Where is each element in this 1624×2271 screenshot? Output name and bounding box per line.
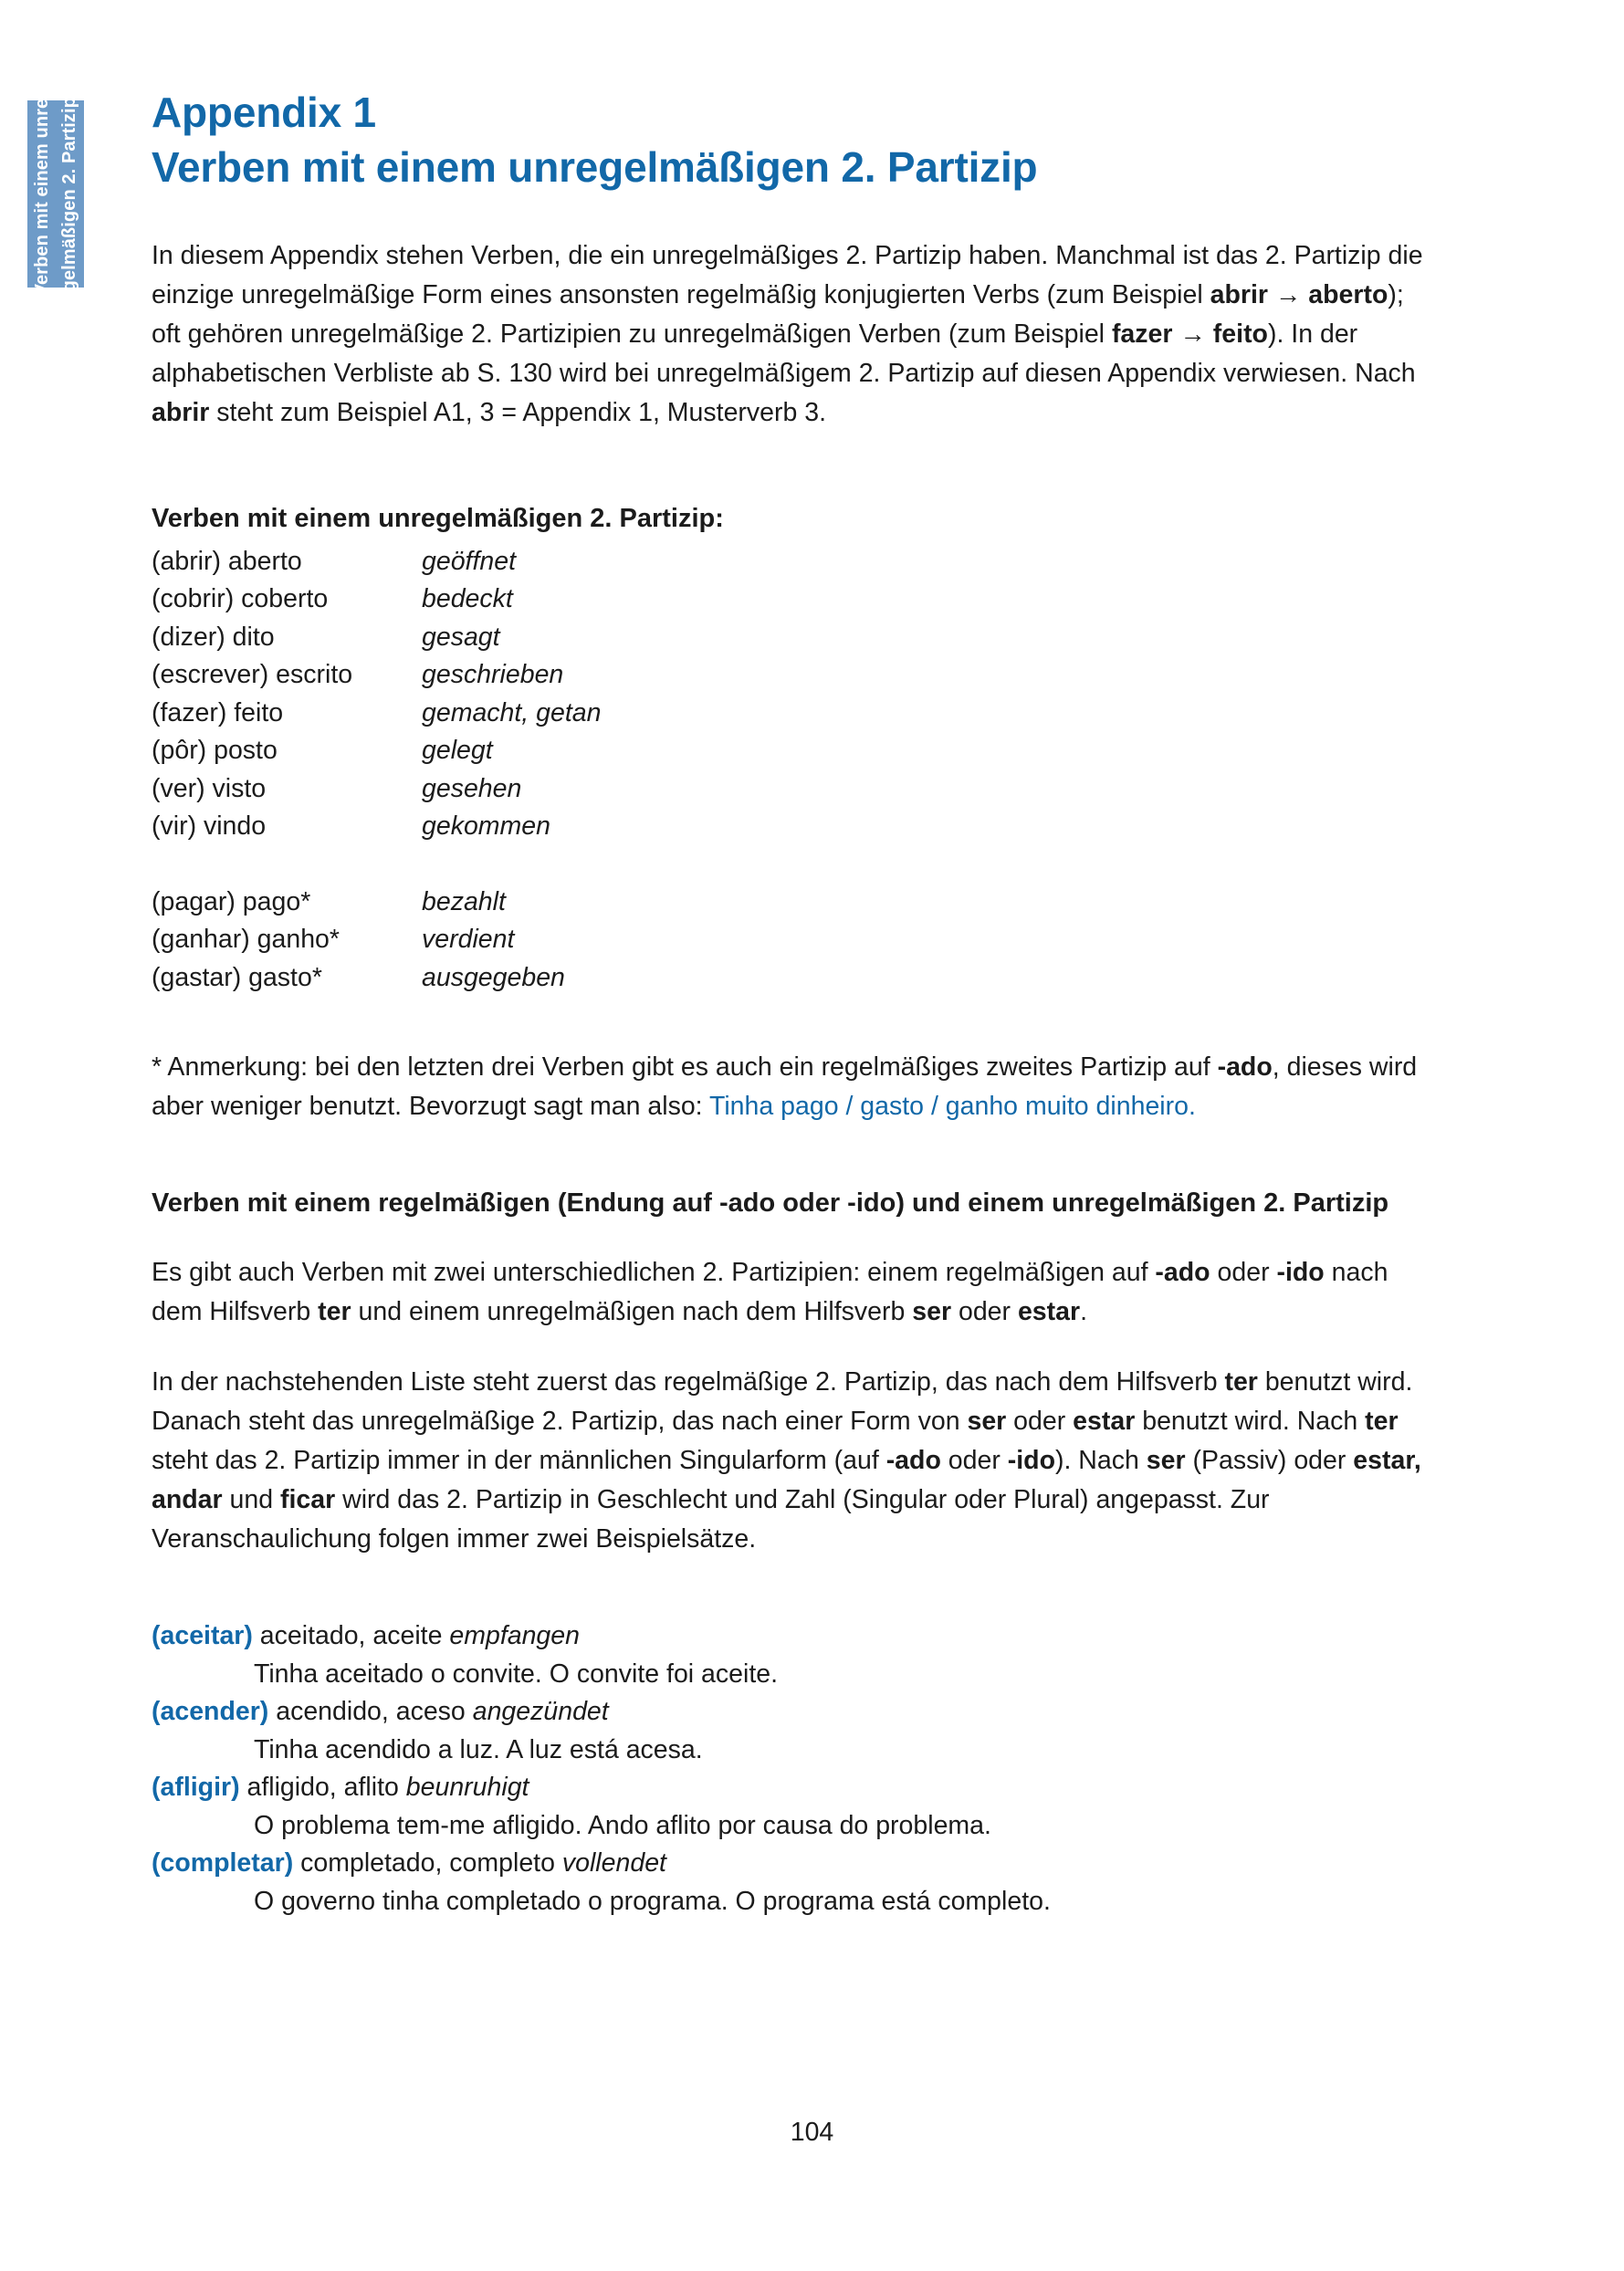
verb-de: geöffnet [422,546,517,576]
s2-p2-bold-6: -ido [1007,1446,1055,1476]
example-verb-list [152,1617,1430,1920]
example-verb-name: (aceitar) [152,1621,253,1651]
s2-p2-text-4: benutzt wird. Nach [1135,1407,1366,1437]
verb-pt: (abrir) aberto [152,546,302,576]
page-number: 104 [790,2118,834,2147]
verb-de: bezahlt [422,886,506,916]
footnote-text-2: , dieses wird aber weniger benutzt. Bevorzugt sagt man also: [152,1052,1418,1122]
s2-p2-text-10: wird das 2. Partizip in Geschlecht und Zahl (Singular oder Plural) angepasst. Zur Veranschaulichung folgen immer zwei Beispielsätze. [152,1485,1270,1554]
table-row [152,619,601,657]
example-verb-name: (completar) [152,1848,294,1879]
s2-p2-text-8: (Passiv) oder [1185,1446,1354,1476]
verb-pt: (dizer) dito [152,622,275,652]
table-row [152,921,601,959]
verb-de: ausgegeben [422,962,565,992]
intro-bold-2: fazer → feito [1111,319,1268,349]
example-sentence: O governo tinha completado o programa. O programa está completo. [254,1886,1051,1916]
example-verb-forms: acendido, aceso [268,1697,473,1727]
s2-p2-text-2: benutzt wird. Danach steht das unregelmäßige 2. Partizip, das nach einer Form von [152,1367,1413,1437]
chapter-thumb-tab [27,91,84,297]
s2-p2-text-9: und [222,1485,281,1515]
example-entry-head [152,1617,1430,1656]
s2-p1-bold-1: -ado [1155,1258,1210,1288]
s2-p2-text-3: oder [1006,1407,1074,1437]
verb-pt: (gastar) gasto* [152,962,322,992]
section-two-heading: Verben mit einem regelmäßigen (Endung auf -ado oder -ido) und einem unregelmäßigen 2. Partizip [152,1188,1389,1219]
footnote-bold-1: -ado [1217,1052,1273,1083]
table-row [152,808,601,846]
example-verb-gloss: angezündet [472,1697,609,1727]
irregular-participle-table [152,543,601,998]
table-row [152,959,601,998]
example-entry-head [152,1693,1430,1732]
s2-p1-text-3: nach dem Hilfsverb [152,1258,1388,1327]
example-verb-name: (afligir) [152,1773,240,1803]
intro-paragraph [152,236,1430,433]
verb-de: gesehen [422,773,522,803]
example-verb-gloss: vollendet [561,1848,666,1879]
gap-cell [422,846,601,884]
example-verb-gloss: empfangen [449,1621,580,1651]
verb-pt: (ganhar) ganho* [152,925,340,955]
table-row [152,884,601,922]
section-two-paragraph-1 [152,1253,1430,1332]
s2-p2-bold-9: ficar [280,1485,336,1515]
verb-de: gelegt [422,736,493,766]
footnote-example-blue: Tinha pago / gasto / ganho muito dinheiro. [709,1092,1196,1122]
example-verb-gloss: beunruhigt [405,1773,529,1803]
s2-p2-bold-3: estar [1073,1407,1136,1437]
verb-pt: (vir) vindo [152,811,267,842]
s2-p1-text-5: oder [951,1297,1018,1327]
example-entry-head [152,1769,1430,1807]
verb-de: gemacht, getan [422,697,602,727]
table-row-gap [152,846,601,884]
s2-p2-bold-1: ter [1224,1367,1258,1397]
s2-p1-text-4: und einem unregelmäßigen nach dem Hilfsverb [351,1297,913,1327]
verb-pt: (pagar) pago* [152,886,311,916]
verb-pt: (escrever) escrito [152,660,353,690]
s2-p2-bold-7: ser [1146,1446,1186,1476]
s2-p1-bold-3: ter [318,1297,351,1327]
footnote-text-1: * Anmerkung: bei den letzten drei Verben gibt es auch ein regelmäßiges zweites Partizip auf [152,1052,1218,1083]
table-row [152,581,601,619]
example-verb-forms: aceitado, aceite [252,1621,450,1651]
page-content [152,88,1430,1920]
s2-p2-text-7: ). Nach [1054,1446,1147,1476]
spacer [152,464,1430,500]
intro-text-2: ); oft gehören unregelmäßige 2. Partizipien zu unregelmäßigen Verben (zum Beispiel [152,279,1404,349]
spacer [152,1590,1430,1617]
s2-p2-text-1: In der nachstehenden Liste steht zuerst das regelmäßige 2. Partizip, das nach dem Hilfsverb [152,1367,1225,1397]
table-row [152,695,601,733]
chapter-thumb-tab-line-1: Verben mit einem unre- [32,91,52,297]
intro-text-4: steht zum Beispiel A1, 3 = Appendix 1, Musterverb 3. [209,397,827,427]
chapter-thumb-tab-label [28,92,83,296]
s2-p1-bold-4: ser [912,1297,952,1327]
s2-p2-bold-2: ser [967,1407,1007,1437]
spacer [152,1157,1430,1185]
chapter-thumb-tab-line-2: gelmäßigen 2. Partizip [59,96,79,292]
verb-de: geschrieben [422,660,564,690]
example-verb-forms: afligido, aflito [239,1773,406,1803]
verb-pt: (cobrir) coberto [152,584,329,614]
intro-text-3: ). In der alphabetischen Verbliste ab S. 130 wird bei unregelmäßigem 2. Partizip auf diesen Appendix verwiesen. Nach [152,319,1416,388]
s2-p2-bold-8: estar, andar [152,1446,1421,1515]
verb-list-heading: Verben mit einem unregelmäßigen 2. Partizip: [152,503,724,533]
gap-cell [152,846,422,884]
verb-table-body [152,543,601,998]
verb-pt: (ver) visto [152,773,267,803]
verb-de: gekommen [422,811,550,842]
verb-de: gesagt [422,622,500,652]
section-two-paragraph-2 [152,1363,1430,1559]
intro-bold-3: abrir [152,397,210,427]
intro-bold-1: abrir → aberto [1210,279,1388,309]
verb-pt: (pôr) posto [152,736,278,766]
table-row [152,732,601,770]
example-verb-name: (acender) [152,1697,269,1727]
spacer [152,997,1430,1048]
example-sentence: O problema tem-me afligido. Ando aflito por causa do problema. [254,1810,991,1840]
example-sentence: Tinha aceitado o convite. O convite foi aceite. [254,1659,779,1689]
verb-pt: (fazer) feito [152,697,284,727]
s2-p2-text-5: steht das 2. Partizip immer in der männlichen Singularform (auf [152,1446,886,1476]
verb-de: bedeckt [422,584,513,614]
table-row [152,656,601,695]
s2-p1-text-6: . [1080,1297,1087,1327]
page-title: Appendix 1 [152,89,376,136]
table-row [152,543,601,581]
page-subtitle: Verben mit einem unregelmäßigen 2. Partizip [152,143,1038,192]
example-entry-head [152,1845,1430,1883]
s2-p2-text-6: oder [940,1446,1008,1476]
example-sentence: Tinha acendido a luz. A luz está acesa. [254,1734,703,1764]
s2-p2-bold-5: -ado [885,1446,941,1476]
s2-p1-bold-5: estar [1017,1297,1081,1327]
s2-p1-bold-2: -ido [1276,1258,1325,1288]
s2-p1-text-1: Es gibt auch Verben mit zwei unterschiedlichen 2. Partizipien: einem regelmäßigen auf [152,1258,1156,1288]
table-row [152,770,601,809]
s2-p2-bold-4: ter [1365,1407,1399,1437]
footnote-paragraph [152,1048,1430,1126]
intro-text-1: In diesem Appendix stehen Verben, die ein unregelmäßiges 2. Partizip haben. Manchmal ist das 2. Partizip die einzige unregelmäßige Form eines ansonsten regelmäßig konjugierten Verbs (zum Beispiel [152,240,1423,309]
verb-de: verdient [422,925,515,955]
example-verb-forms: completado, completo [293,1848,562,1879]
s2-p1-text-2: oder [1210,1258,1277,1288]
